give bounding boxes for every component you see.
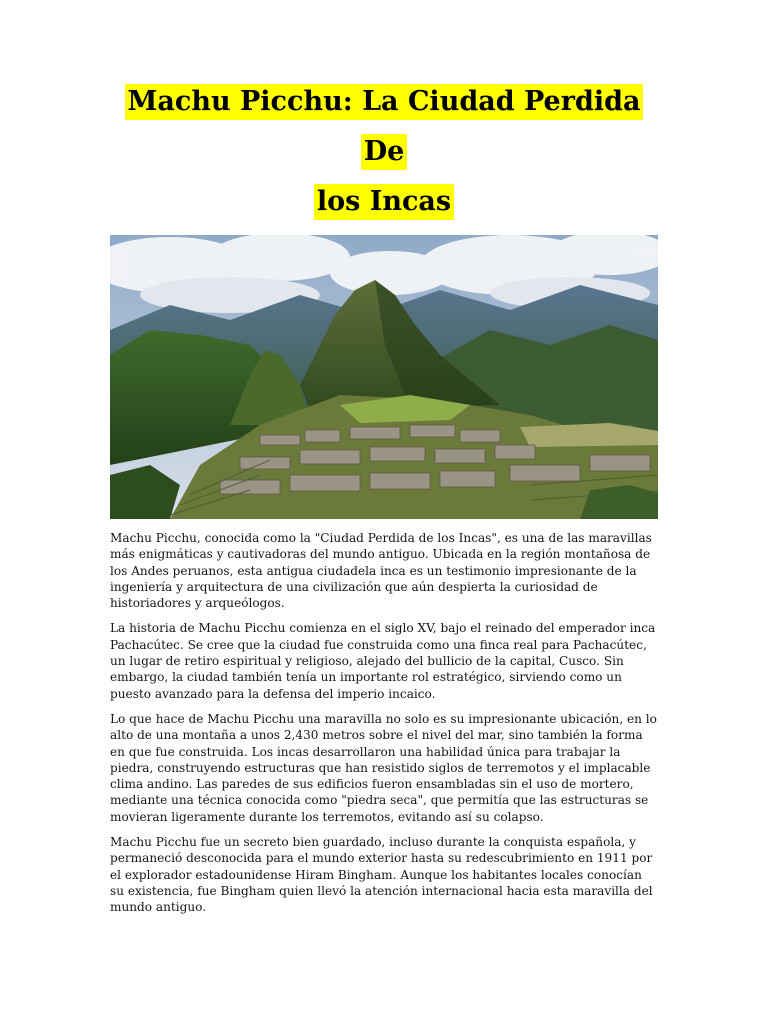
paragraph-2: La historia de Machu Picchu comienza en el siglo XV, bajo el reinado del emperador inca Pachacútec. Se cree que la ciudad fue construida como una finca real para Pachacútec, un lugar de retiro espiritual y religioso, alejado del bullicio de la capital, Cusco. Sin embargo, la ciudad también tenía un importante rol estratégico, sirviendo como un puesto avanzado para la defensa del imperio incaico. xyxy=(110,621,656,701)
foreground-right xyxy=(580,485,658,519)
machu-picchu-photo xyxy=(110,235,658,519)
title-line-2: De xyxy=(361,134,408,170)
landscape-illustration xyxy=(110,235,658,519)
title-line-3: los Incas xyxy=(314,184,454,220)
paragraph-3: Lo que hace de Machu Picchu una maravilla no solo es su impresionante ubicación, en lo alto de una montaña a unos 2,430 metros sobre el nivel del mar, sino también la forma en que fue construida. Los incas desarrollaron una habilidad única para trabajar la piedra, construyendo estructuras que han resistido siglos de terremotos y el implacable clima andino. Las paredes de sus edificios fueron ensambladas sin el uso de mortero, mediante una técnica conocida como "piedra seca", que permitía que las estructuras se movieran ligeramente durante los terremotos, evitando así su colapso. xyxy=(110,711,657,824)
document-title xyxy=(0,84,768,220)
article-body xyxy=(110,530,658,925)
paragraph-4: Machu Picchu fue un secreto bien guardado, incluso durante la conquista española, y permaneció desconocida para el mundo exterior hasta su redescubrimiento en 1911 por el explorador estadounidense Hiram Bingham. Aunque los habitantes locales conocían su existencia, fue Bingham quien llevó la atención internacional hacia esta maravilla del mundo antiguo. xyxy=(110,835,653,915)
title-line-1: Machu Picchu: La Ciudad Perdida xyxy=(125,84,644,120)
paragraph-1: Machu Picchu, conocida como la "Ciudad Perdida de los Incas", es una de las maravillas más enigmáticas y cautivadoras del mundo antiguo. Ubicada en la región montañosa de los Andes peruanos, esta antigua ciudadela inca es un testimonio impresionante de la ingeniería y arquitectura de una civilización que aún despierta la curiosidad de historiadores y arqueólogos. xyxy=(110,531,652,611)
